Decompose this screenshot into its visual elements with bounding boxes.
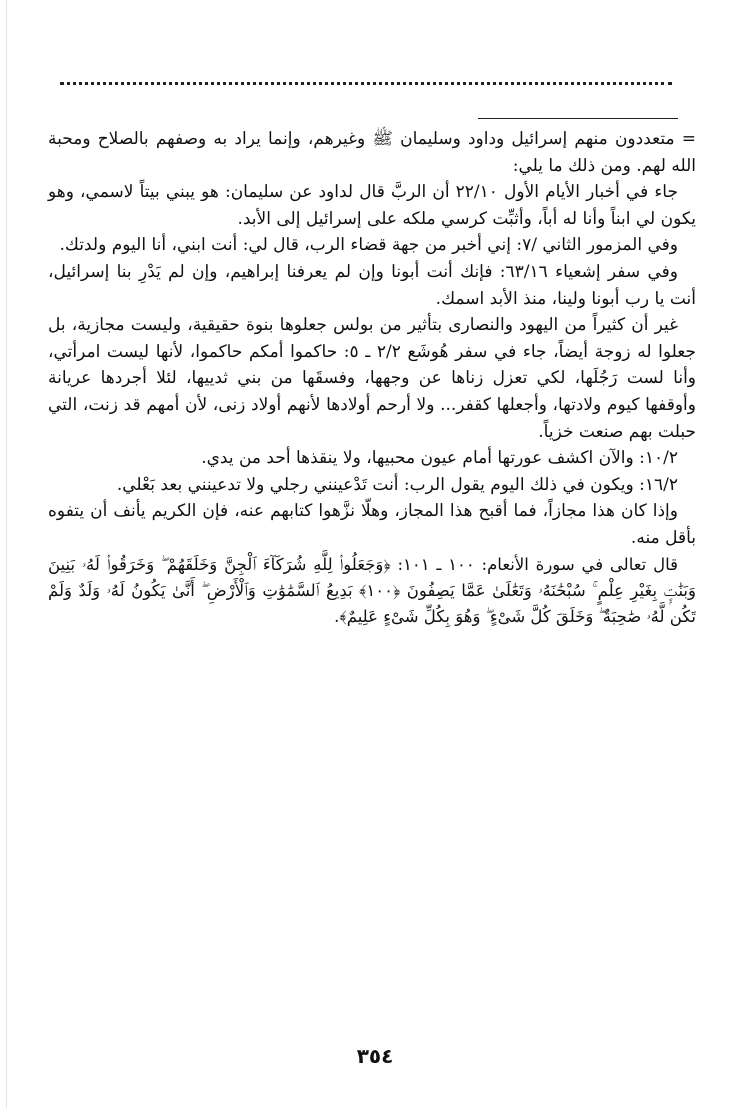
paragraph-hosea-2-16: ١٦/٢: ويكون في ذلك اليوم يقول الرب: أنت تَدْعينني رجلي ولا تدعينني بعد بَعْلي. [116, 474, 678, 495]
footnote-continuation: = متعددون منهم إسرائيل وداود وسليمان ﷺ وغيرهم، وإنما يراد به وصفهم بالصلاح ومحبة الله لهم. ومن ذلك ما يلي: [48, 129, 696, 176]
paragraph-hosea-2-10: ١٠/٢: والآن اكشف عورتها أمام عيون محبيها، ولا ينقذها أحد من يدي. [201, 448, 678, 469]
paragraph-isaiah: وفي سفر إشعياء ٦٣/١٦: فإنك أنت أبونا وإن لم يعرفنا إبراهيم، وإن لم يَدْرِ بنا إسرائيل، أنت يا رب أبونا ولينا، منذ الأبد اسمك. [48, 261, 696, 309]
paragraph-quran-quote: قال تعالى في سورة الأنعام: ١٠٠ ـ ١٠١: ﴿وَجَعَلُوا۟ لِلَّهِ شُرَكَآءَ ٱلْجِنَّ وَخَلَقَهُمْ ۖ وَخَرَقُوا۟ لَهُۥ بَنِينَ وَبَنَٰتٍۭ بِغَيْرِ عِلْمٍ ۚ سُبْحَٰنَهُۥ وَتَعَٰلَىٰ عَمَّا يَصِفُونَ ﴿١٠٠﴾ بَدِيعُ ٱلسَّمَٰوَٰتِ وَٱلْأَرْضِ ۖ أَنَّىٰ يَكُونُ لَهُۥ وَلَدٌ وَلَمْ تَكُن لَّهُۥ صَٰحِبَةٌ ۖ وَخَلَقَ كُلَّ شَىْءٍ ۖ وَهُوَ بِكُلِّ شَىْءٍ عَلِيمٌ﴾. [48, 554, 696, 626]
scan-edge-line [6, 0, 7, 1108]
paragraph-psalm: وفي المزمور الثاني /٧: إني أخبر من جهة قضاء الرب، قال لي: أنت ابني، أنا اليوم ولدتك. [59, 235, 678, 256]
footnote-text [48, 126, 696, 630]
paragraph-chronicles: جاء في أخبار الأيام الأول ٢٢/١٠ أن الربَّ قال لداود عن سليمان: هو يبني بيتاً لاسمي، وهو يكون لي ابناً وأنا له أباً، وأثبِّت كرسي ملكه على إسرائيل إلى الأبد. [48, 182, 696, 229]
paragraph-metaphor: وإذا كان هذا مجازاً، فما أقبح هذا المجاز، وهلّا نزَّهوا كتابهم عنه، فإن الكريم يأنف أن يتفوه بأقل منه. [48, 501, 696, 548]
footnote-rule [478, 118, 678, 119]
paragraph-hosea: غير أن كثيراً من اليهود والنصارى بتأثير من بولس جعلوها بنوة حقيقية، وليست مجازية، بل جعلوا له زوجة أيضاً، جاء في سفر هُوشَع ٢/٢ ـ ٥: حاكموا أمكم حاكموا، لأنها ليست امرأتي، وأنا لست رَجُلَها، لكي تعزل زناها عن وجهها، وفسقَها من بني ثدييها، لئلا أجردها عريانة وأوقفها كيوم ولادتها، وأجعلها كقفر... ولا أرحم أولادها لأنهم أولاد زنى، لأن أمهم قد زنت، التي حبلت بهم صنعت خزياً. [48, 315, 696, 442]
dotted-separator [60, 82, 672, 85]
page-number: ٣٥٤ [356, 1044, 394, 1068]
